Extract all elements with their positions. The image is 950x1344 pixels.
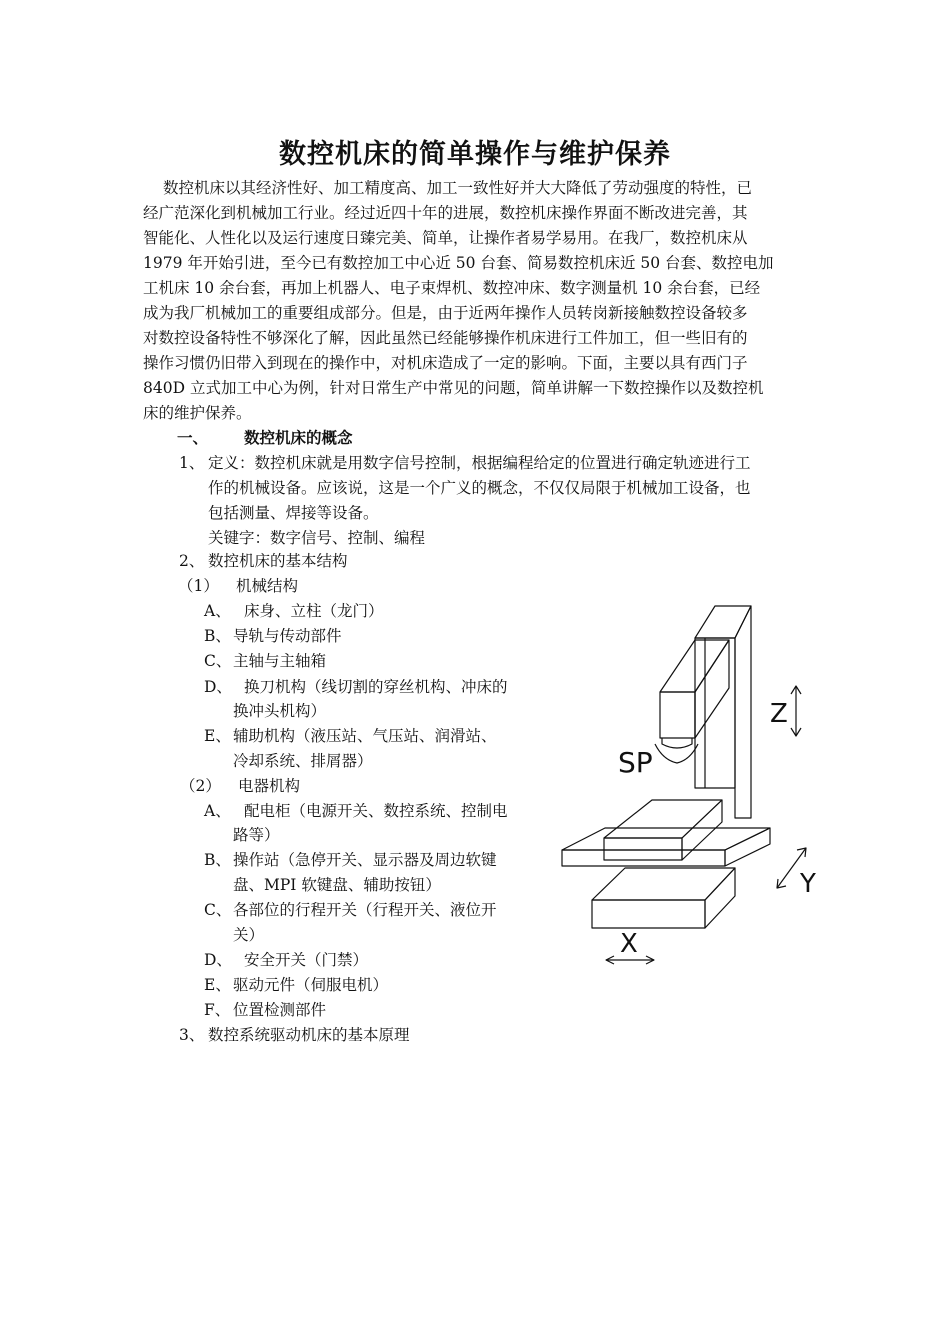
entry-text: 安全开关（门禁） [244,951,369,969]
item-text: 数控系统驱动机床的基本原理 [208,1026,410,1044]
definition-line: 定义：数控机床就是用数字信号控制，根据编程给定的位置进行确定轨迹进行工 [208,454,751,472]
definition-line: 作的机械设备。应该说，这是一个广义的概念，不仅仅局限于机械加工设备，也 [208,479,751,497]
page-title: 数控机床的简单操作与维护保养 [279,139,671,170]
sub-heading: 机械结构 [236,577,299,595]
entry-text: 床身、立柱（龙门） [244,602,384,620]
intro-line: 工机床 10 余台套，再加上机器人、电子束焊机、数控冲床、数字测量机 10 余台套，已经 [143,279,761,297]
entry-continuation: 路等） [233,826,280,844]
intro-line: 床的维护保养。 [143,404,252,422]
intro-line: 智能化、人性化以及运行速度日臻完美、简单，让操作者易学易用。在我厂，数控机床从 [143,229,748,247]
entry-text: 辅助机构（液压站、气压站、润滑站、 [233,727,497,745]
item-number: 1、 [179,454,205,472]
z-axis-arrow [770,686,801,736]
label-z: Z [770,699,788,729]
machine-tool-diagram [555,600,825,972]
definition-keywords: 关键字：数字信号、控制、编程 [208,529,426,547]
spindle-head [655,640,729,763]
sub-heading: 电器机构 [238,777,301,795]
section-heading: 数控机床的概念 [244,428,353,447]
intro-paragraph [143,176,807,426]
label-y: Y [800,869,816,899]
worktable [604,800,722,860]
entry-letter: C、 [204,901,232,919]
definition-line: 包括测量、焊接等设备。 [208,504,379,522]
label-sp: SP [618,746,653,779]
intro-line: 对数控设备特性不够深化了解，因此虽然已经能够操作机床进行工件加工，但一些旧有的 [143,329,748,347]
entry-letter: A、 [204,602,231,620]
entry-letter: E、 [204,727,231,745]
entry-text: 操作站（急停开关、显示器及周边软键 [233,851,497,869]
item-text: 数控机床的基本结构 [208,552,348,570]
label-x: X [620,929,638,959]
section-number: 一、 [177,428,209,447]
intro-line: 840D 立式加工中心为例，针对日常生产中常见的问题，简单讲解一下数控操作以及数控机 [143,379,764,397]
entry-text: 导轨与传动部件 [233,627,342,645]
entry-text: 位置检测部件 [233,1001,327,1019]
item-number: 3、 [179,1026,205,1044]
entry-letter: E、 [204,976,231,994]
intro-line: 经广范深化到机械加工行业。经过近四十年的进展，数控机床操作界面不断改进完善，其 [143,204,748,222]
x-axis-arrow [606,929,654,964]
definition-text [208,451,808,551]
intro-line: 数控机床以其经济性好、加工精度高、加工一致性好并大大降低了劳动强度的特性，已 [163,179,753,197]
entry-text: 驱动元件（伺服电机） [233,976,389,994]
entry-letter: A、 [204,802,231,820]
intro-line: 操作习惯仍旧带入到现在的操作中，对机床造成了一定的影响。下面，主要以具有西门子 [143,354,748,372]
entry-continuation: 盘、MPI 软键盘、辅助按钮） [233,876,441,894]
entry-continuation: 关） [233,926,265,944]
entry-letter: F、 [204,1001,231,1019]
base [592,868,735,928]
entry-letter: C、 [204,652,232,670]
entry-letter: B、 [204,627,231,645]
intro-line: 1979 年开始引进，至今已有数控加工中心近 50 台套、简易数控机床近 50 台套、数控电加 [143,254,774,272]
entry-text: 各部位的行程开关（行程开关、液位开 [233,901,497,919]
sp-label [618,746,653,779]
entry-text: 主轴与主轴箱 [233,652,327,670]
entry-letter: B、 [204,851,231,869]
sub-label: （1） [178,577,219,595]
entry-letter: D、 [204,678,232,696]
sub-label: （2） [180,777,221,795]
entry-text: 配电柜（电源开关、数控系统、控制电 [244,802,508,820]
entry-text: 换刀机构（线切割的穿丝机构、冲床的 [244,678,508,696]
y-axis-arrow [777,848,816,899]
intro-line: 成为我厂机械加工的重要组成部分。但是，由于近两年操作人员转岗新接触数控设备较多 [143,304,748,322]
entry-continuation: 换冲头机构） [233,702,327,720]
column [695,606,751,818]
entry-continuation: 冷却系统、排屑器） [233,752,373,770]
item-number: 2、 [179,552,205,570]
entry-letter: D、 [204,951,232,969]
